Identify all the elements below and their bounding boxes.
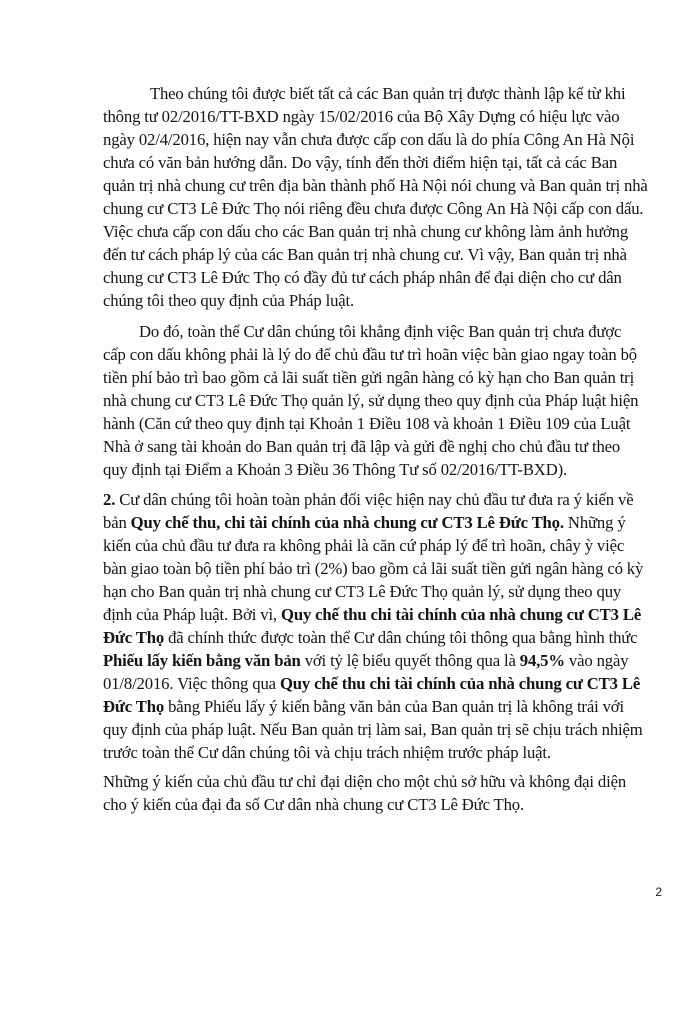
text-line: quản trị nhà chung cư trên địa bàn thành phố Hà Nội nói chung và Ban quản trị nhà (103, 176, 648, 195)
text-line: quy định tại Điểm a Khoản 3 Điều 36 Thông Tư số 02/2016/TT-BXD). (103, 460, 568, 479)
text-run: bằng Phiếu lấy ý kiến bằng văn bản của Ban quản trị là không trái với (164, 697, 624, 716)
text-line: trước toàn thể Cư dân chúng tôi và chịu trách nhiệm trước pháp luật. (103, 743, 551, 762)
page-number: 2 (655, 885, 662, 899)
text-line (103, 695, 680, 718)
text-line (103, 649, 680, 672)
text-run: vào ngày (564, 651, 629, 670)
text-line: quy định của pháp luật. Nếu Ban quản trị làm sai, Ban quản trị sẽ chịu trách nhiệm (103, 720, 643, 739)
text-run: 01/8/2016. Việc thông qua (103, 674, 280, 693)
text-line: Theo chúng tôi được biết tất cả các Ban quản trị được thành lập kể từ khi (150, 84, 626, 103)
text-line: hạn cho Ban quản trị nhà chung cư CT3 Lê Đức Thọ quản lý, sử dụng theo quy (103, 582, 622, 601)
text-line (103, 672, 680, 695)
bold-run: Quy chế thu chi tài chính của nhà chung cư CT3 Lê (280, 605, 642, 624)
paragraph-4 (103, 770, 680, 816)
paragraph-3 (103, 488, 680, 764)
text-run: định của Pháp luật. Bởi vì, (103, 605, 281, 624)
bold-run: Quy chế thu chi tài chính của nhà chung cư CT3 Lê (279, 674, 641, 693)
text-line: đến tư cách pháp lý của các Ban quản trị nhà chung cư. Vì vậy, Ban quản trị nhà (103, 245, 627, 264)
paragraph-2 (103, 320, 680, 481)
text-line (103, 603, 680, 626)
text-line: ngày 02/4/2016, hiện nay vẫn chưa được cấp con dấu là do phía Công An Hà Nội (103, 130, 635, 149)
bold-run: Phiếu lấy kiến bằng văn bản (103, 651, 301, 670)
text-line: hành (Căn cứ theo quy định tại Khoản 1 Điều 108 và khoản 1 Điều 109 của Luật (103, 414, 631, 433)
text-run: bản (103, 513, 131, 532)
text-line: Những ý kiến của chủ đầu tư chỉ đại diện cho một chủ sở hữu và không đại diện (103, 772, 627, 791)
text-run: Những ý (563, 513, 626, 532)
bold-run: Đức Thọ (103, 697, 165, 716)
text-line (103, 488, 680, 511)
bold-run: Quy chế thu, chi tài chính của nhà chung cư CT3 Lê Đức Thọ. (130, 513, 564, 532)
text-line: Do đó, toàn thể Cư dân chúng tôi khẳng định việc Ban quản trị chưa được (139, 322, 622, 341)
text-line: chúng tôi theo quy định của Pháp luật. (103, 291, 355, 310)
text-line: cho ý kiến của đại đa số Cư dân nhà chung cư CT3 Lê Đức Thọ. (103, 795, 524, 814)
text-line: Nhà ở sang tài khoản do Ban quản trị đã lập và gửi đề nghị cho chủ đầu tư theo (103, 437, 621, 456)
bold-run: 94,5% (519, 651, 565, 670)
text-line: bàn giao toàn bộ tiền phí bảo trì (2%) bao gồm cả lãi suất tiền gửi ngân hàng có kỳ (103, 559, 644, 578)
section-number: 2. (103, 490, 116, 509)
text-run: đã chính thức được toàn thể Cư dân chúng tôi thông qua bằng hình thức (164, 628, 638, 647)
text-line: chung cư CT3 Lê Đức Thọ nói riêng đều chưa được Công An Hà Nội cấp con dấu. (103, 199, 644, 218)
text-line (103, 626, 680, 649)
text-line: thông tư 02/2016/TT-BXD ngày 15/02/2016 của Bộ Xây Dựng có hiệu lực vào (103, 107, 620, 126)
text-run: với tỷ lệ biểu quyết thông qua là (300, 651, 520, 670)
text-line: chưa có văn bản hướng dẫn. Do vậy, tính đến thời điểm hiện tại, tất cả các Ban (103, 153, 618, 172)
text-line: nhà chung cư CT3 Lê Đức Thọ quản lý, sử dụng theo quy định của Pháp luật hiện (103, 391, 639, 410)
text-line: tiền phí bảo trì bao gồm cả lãi suất tiền gửi ngân hàng có kỳ hạn cho Ban quản trị (103, 368, 635, 387)
text-line: cấp con dấu không phải là lý do để chủ đầu tư trì hoãn việc bàn giao ngay toàn bộ (103, 345, 637, 364)
text-line: kiến của chủ đầu tư đưa ra không phải là căn cứ pháp lý để trì hoãn, chây ỳ việc (103, 536, 625, 555)
paragraph-1 (103, 82, 680, 312)
text-line: chung cư CT3 Lê Đức Thọ có đầy đủ tư cách pháp nhân để đại diện cho cư dân (103, 268, 622, 287)
bold-run: Đức Thọ (103, 628, 165, 647)
text-run: Cư dân chúng tôi hoàn toàn phản đối việc hiện nay chủ đầu tư đưa ra ý kiến về (115, 490, 634, 509)
text-line (103, 511, 680, 534)
text-line: Việc chưa cấp con dấu cho các Ban quản trị nhà chung cư không làm ảnh hưởng (103, 222, 629, 241)
